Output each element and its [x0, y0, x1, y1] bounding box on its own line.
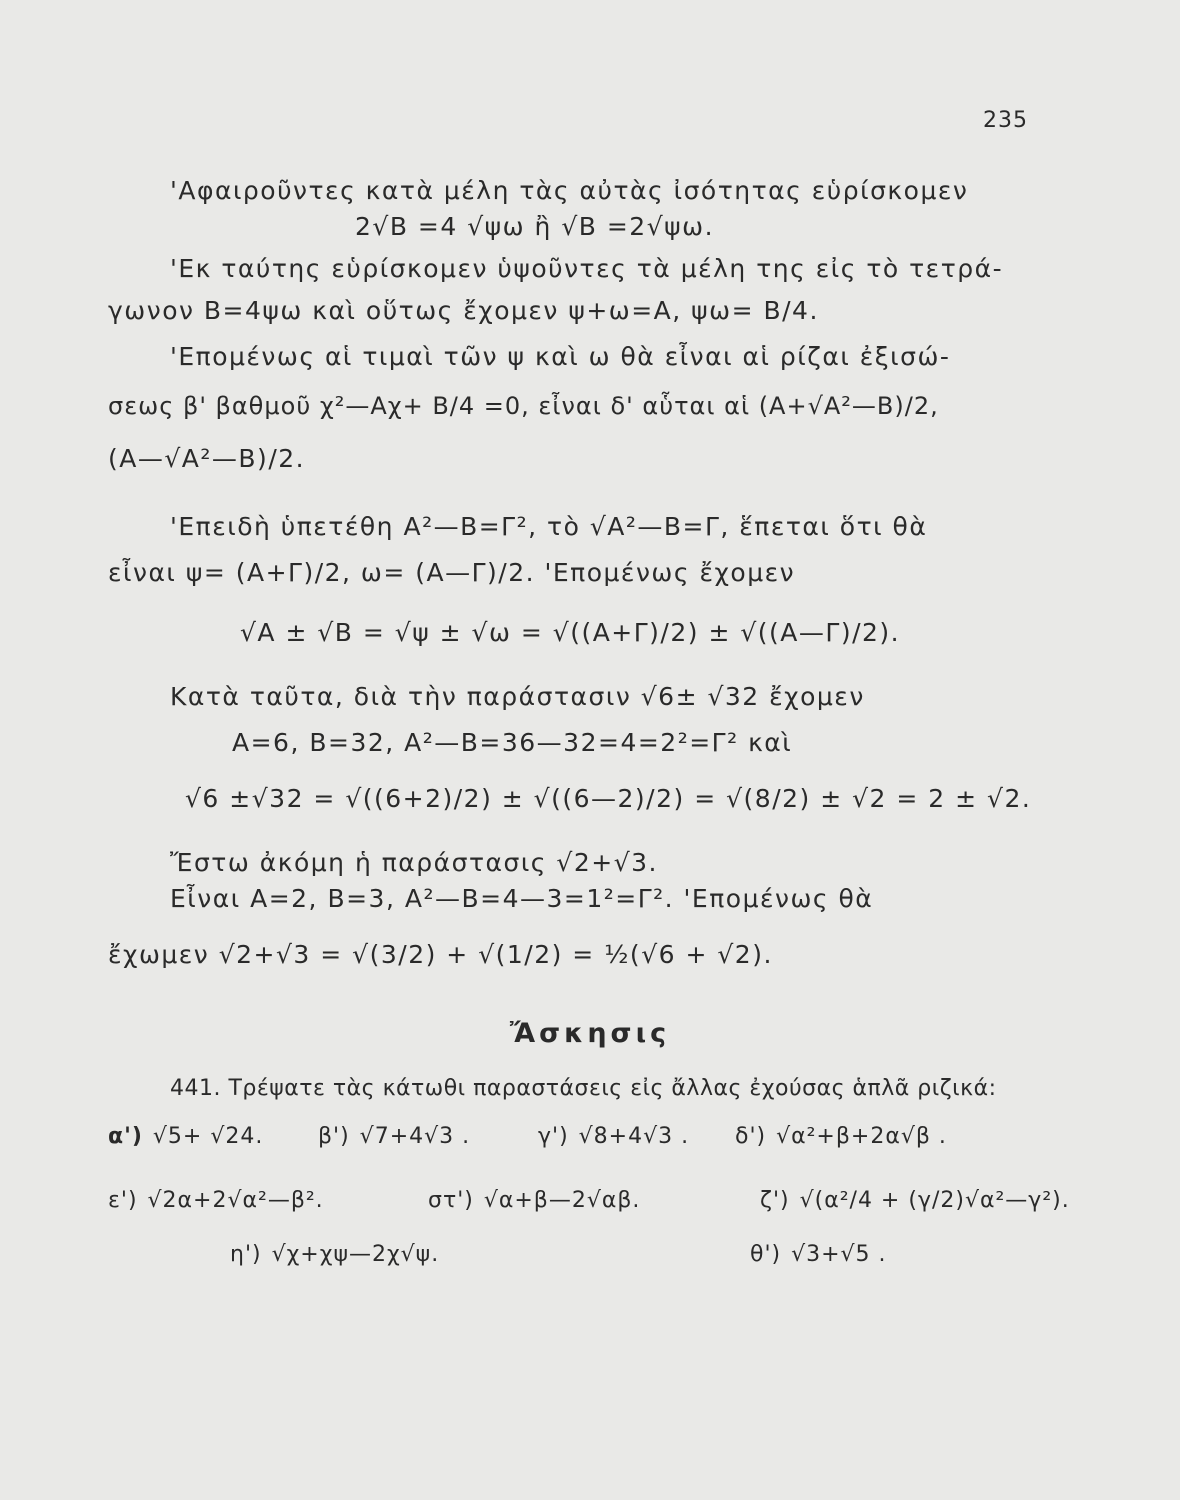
exercise-expression: √α+β—2√αβ.: [483, 1188, 641, 1213]
text-line-2: 'Εκ ταύτης εὑρίσκομεν ὑψοῦντες τὰ μέλη της εἰς τὸ τετρά-: [170, 254, 1004, 283]
exercise-key: η'): [230, 1242, 262, 1267]
exercise-key: ε'): [108, 1188, 138, 1213]
exercise-item: [230, 1242, 439, 1267]
exercise-key: στ'): [428, 1188, 474, 1213]
exercise-expression: √α²+β+2α√β .: [776, 1124, 947, 1149]
text-line-5: σεως β' βαθμοῦ χ²—Aχ+ B/4 =0, εἶναι δ' αὗται αἱ (A+√A²—B)/2,: [108, 392, 939, 420]
exercise-expression: √7+4√3 .: [359, 1124, 471, 1149]
text-line-4: 'Επομένως αἱ τιμαὶ τῶν ψ καὶ ω θὰ εἶναι αἱ ρίζαι ἐξισώ-: [170, 342, 951, 371]
equation-line-3: √6 ±√32 = √((6+2)/2) ± √((6—2)/2) = √(8/2) ± √2 = 2 ± √2.: [185, 784, 1032, 813]
text-line-1: 'Αφαιροῦντες κατὰ μέλη τὰς αὐτὰς ἰσότητας εὑρίσκομεν: [170, 176, 969, 205]
equation-line-4: ἔχωμεν √2+√3 = √(3/2) + √(1/2) = ½(√6 + √2).: [108, 940, 773, 969]
text-line-7: 'Επειδὴ ὑπετέθη A²—B=Γ², τὸ √A²—B=Γ, ἕπεται ὅτι θὰ: [170, 512, 928, 541]
exercise-key: α'): [108, 1124, 143, 1149]
exercise-expression: √8+4√3 .: [578, 1124, 690, 1149]
exercise-key: ζ'): [760, 1188, 790, 1213]
exercise-item: [108, 1124, 263, 1149]
page-number: 235: [983, 108, 1028, 133]
text-line-8: εἶναι ψ= (A+Γ)/2, ω= (A—Γ)/2. 'Επομένως ἔχομεν: [108, 558, 796, 587]
text-line-12: Εἶναι A=2, B=3, A²—B=4—3=1²=Γ². 'Επομένως θὰ: [170, 884, 874, 913]
exercise-item: [760, 1188, 1070, 1213]
exercise-item: [750, 1242, 887, 1267]
exercise-key: β'): [318, 1124, 350, 1149]
exercise-441-text: 441. Τρέψατε τὰς κάτωθι παραστάσεις εἰς ἄλλας ἐχούσας ἁπλᾶ ριζικά:: [170, 1076, 997, 1101]
exercise-expression: √3+√5 .: [791, 1242, 887, 1267]
text-line-9: Κατὰ ταῦτα, διὰ τὴν παράστασιν √6± √32 ἔχομεν: [170, 682, 865, 711]
equation-line-2: √A ± √B = √ψ ± √ω = √((A+Γ)/2) ± √((A—Γ)/2).: [240, 618, 901, 647]
exercise-expression: √2α+2√α²—β².: [147, 1188, 324, 1213]
exercise-expression: √(α²/4 + (γ/2)√α²—γ²).: [799, 1188, 1070, 1213]
section-title: Ἄσκησις: [509, 1018, 671, 1049]
equation-line-1: 2√B =4 √ψω ἢ √B =2√ψω.: [355, 212, 715, 241]
exercise-item: [318, 1124, 470, 1149]
text-line-10: A=6, B=32, A²—B=36—32=4=2²=Γ² καὶ: [232, 728, 793, 757]
exercise-expression: √χ+χψ—2χ√ψ.: [271, 1242, 440, 1267]
exercise-item: [538, 1124, 689, 1149]
text-line-6: (A—√A²—B)/2.: [108, 444, 306, 473]
exercise-item: [108, 1188, 324, 1213]
text-line-11: Ἔστω ἀκόμη ἡ παράστασις √2+√3.: [170, 848, 658, 877]
exercise-item: [428, 1188, 640, 1213]
exercise-key: δ'): [735, 1124, 767, 1149]
exercise-item: [735, 1124, 947, 1149]
exercise-expression: √5+ √24.: [152, 1124, 264, 1149]
exercise-key: γ'): [538, 1124, 569, 1149]
exercise-key: θ'): [750, 1242, 782, 1267]
text-line-3: γωνον B=4ψω καὶ οὕτως ἔχομεν ψ+ω=A, ψω= B/4.: [108, 296, 819, 325]
